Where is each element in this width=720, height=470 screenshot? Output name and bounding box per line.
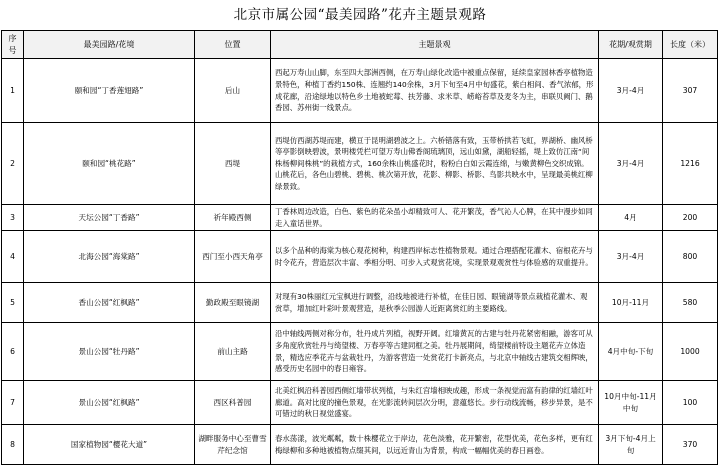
row-period: 3月下旬-4月上旬	[599, 425, 663, 465]
row-location: 西区科普园	[195, 381, 271, 425]
row-no: 1	[2, 59, 24, 123]
row-location: 后山	[195, 59, 271, 123]
row-description: 西起万寿山山脚，东至四大部洲西侧，在万寿山绿化改造中被重点保留，延续皇家园林香亭植物造景特色，种植丁香约150株、连翘约140余株，3月下旬至4月中旬盛花，紫白相间、香气浓郁，形成花廊，沿途绿地以特色乡土地被蛇莓、扶芳藤、求米草、崂峪苔草及麦冬为主，串联贝阙门、鹅香园、苏州街一线景点。	[271, 59, 599, 123]
row-length: 580	[663, 283, 718, 323]
row-period: 3月-4月	[599, 231, 663, 283]
row-description: 沿中轴线两侧对称分布，牡丹成片列植，视野开阔。红墙黄瓦的古建与牡丹花紧密相融，游客可从多角度欣赏牡丹与绮望楼、万春亭等古建同框之美。牡丹展期间，绮望楼前特设主题花卉立体造景，精选应季花卉与盆栽牡丹，为游客营造一处赏花打卡新亮点，与北京中轴线古建筑交相辉映，感受历史名园中的春日雍容。	[271, 323, 599, 381]
table-header-row	[2, 31, 718, 59]
header-description: 主题景观	[271, 31, 599, 59]
row-name: 香山公园“红枫路”	[24, 283, 195, 323]
table-row	[2, 425, 718, 465]
row-description: 春水荡漾，波光粼粼，数十株樱花立于岸边，花色淡雅，花开繁密，花型优美，花色多样，更有红梅绿柳和多种地被植物点缀其间，以远近青山为背景，构成一幅幅优美的春日画卷。	[271, 425, 599, 465]
row-name: 景山公园“红枫路”	[24, 381, 195, 425]
page-title: 北京市属公园“最美园路”花卉主题景观路	[233, 7, 487, 23]
row-description: 北美红枫沿科普园西侧红墙带状列植，与朱红宫墙相映成趣，形成一条视觉而富有韵律的红墙红叶廊道。高对比度的撞色景观，在光影流转间层次分明，意蕴悠长。步行动线流畅，移步异景，是不可错过的秋日视觉盛宴。	[271, 381, 599, 425]
header-no: 序号	[2, 31, 24, 59]
row-period: 10月中旬-11月中旬	[599, 381, 663, 425]
row-location: 勤政殿至眼镜湖	[195, 283, 271, 323]
row-no: 8	[2, 425, 24, 465]
header-period: 花期/观赏期	[599, 31, 663, 59]
row-no: 5	[2, 283, 24, 323]
row-no: 4	[2, 231, 24, 283]
header-name: 最美园路/花境	[24, 31, 195, 59]
row-description: 对现有30株丽红元宝枫进行调整，沿线地被进行补植，在佳日园、眼镜湖等景点栽植花灌木、观赏草，增加红叶彩叶景观营造，是秋季公园游人近距离赏红的主要路线。	[271, 283, 599, 323]
row-location: 祈年殿西侧	[195, 205, 271, 231]
table-row	[2, 323, 718, 381]
table-row	[2, 381, 718, 425]
row-no: 6	[2, 323, 24, 381]
row-period: 3月-4月	[599, 123, 663, 205]
row-period: 4月	[599, 205, 663, 231]
header-location: 位置	[195, 31, 271, 59]
row-length: 1000	[663, 323, 718, 381]
row-period: 4月中旬-下旬	[599, 323, 663, 381]
table-row	[2, 123, 718, 205]
row-no: 3	[2, 205, 24, 231]
row-length: 800	[663, 231, 718, 283]
row-length: 100	[663, 381, 718, 425]
row-description: 以多个品种的海棠为核心观花树种，构建西岸标志性植物景观。通过合理搭配花灌木、宿根花卉与时令花卉，营造层次丰富、季相分明、可步入式观赏花境，实现景观观赏性与体验感的双重提升。	[271, 231, 599, 283]
row-no: 7	[2, 381, 24, 425]
row-name: 颐和园“丁香莲翅路”	[24, 59, 195, 123]
row-name: 北海公园“海棠路”	[24, 231, 195, 283]
row-length: 1216	[663, 123, 718, 205]
scenic-road-table	[1, 30, 718, 465]
row-location: 前山主路	[195, 323, 271, 381]
row-name: 天坛公园“丁香路”	[24, 205, 195, 231]
row-location: 西堤	[195, 123, 271, 205]
row-location: 湖畔服务中心至曹雪芹纪念馆	[195, 425, 271, 465]
table-row	[2, 231, 718, 283]
row-length: 307	[663, 59, 718, 123]
table-row	[2, 283, 718, 323]
table-row	[2, 59, 718, 123]
row-no: 2	[2, 123, 24, 205]
row-name: 景山公园“牡丹路”	[24, 323, 195, 381]
row-location: 西门至小西天角亭	[195, 231, 271, 283]
row-description: 西堤仿西湖苏堤而建，横亘于昆明湖碧波之上。六桥错落有致，玉带桥拱若飞虹，界湖桥、幽风桥等亭影倒映碧波，景明楼凭栏可望万寿山佛香阁琉璃顶，远山如黛，湖船轻摇，堤上致仿江南“间株杨柳间株桃”的栽植方式，160余株山桃盛花时，粉粉白白如云霞连绵，与嫩黄柳色交织成锦。山桃花后，各色山碧桃、碧桃、桃次第开放，花影、柳影、桥影、鸟影共映水中，呈现最美桃红柳绿景致。	[271, 123, 599, 205]
row-period: 3月-4月	[599, 59, 663, 123]
header-length: 长度（米）	[663, 31, 718, 59]
table-row	[2, 205, 718, 231]
row-name: 颐和园“桃花路”	[24, 123, 195, 205]
row-period: 10月-11月	[599, 283, 663, 323]
row-name: 国家植物园“樱花大道”	[24, 425, 195, 465]
row-length: 200	[663, 205, 718, 231]
row-length: 370	[663, 425, 718, 465]
row-description: 丁香林周边改造，白色、紫色的花朵虽小却精致可人、花开繁茂，香气沁人心脾，在其中漫步如同走入童话世界。	[271, 205, 599, 231]
